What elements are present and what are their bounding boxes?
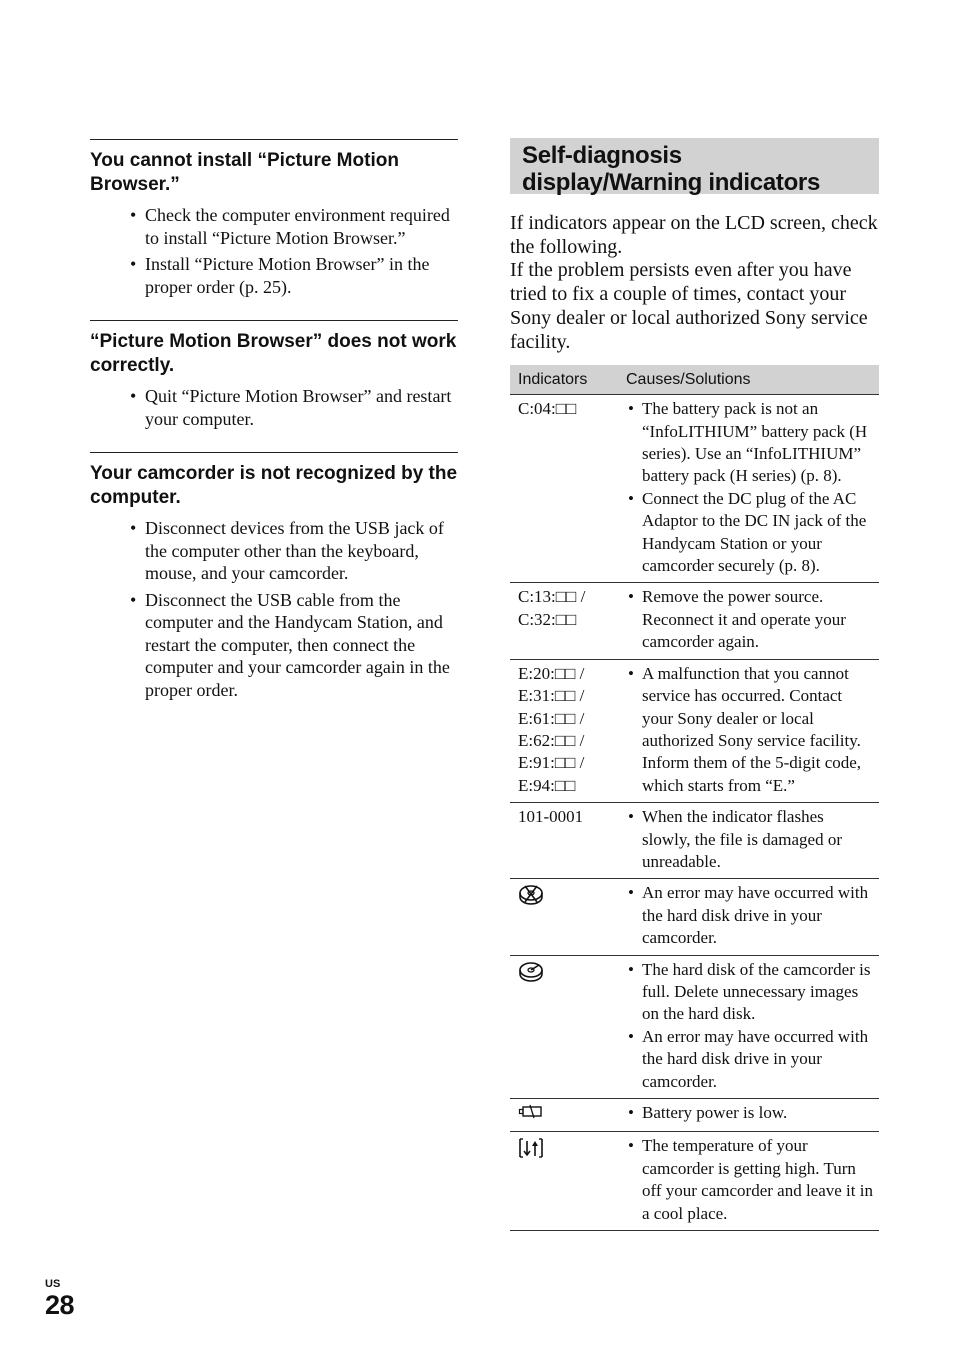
indicator-code: E:62:□□ / <box>518 730 585 750</box>
cause-list <box>628 1135 873 1225</box>
cause-cell <box>618 955 879 1098</box>
table-header-row <box>510 365 879 395</box>
table-row <box>510 803 879 879</box>
bullet-list <box>90 204 458 298</box>
indicator-code: 101-0001 <box>518 807 584 827</box>
cause-item: • An error may have occurred with the hard disk drive in your camcorder. <box>628 882 873 949</box>
troubleshoot-section <box>90 320 458 430</box>
bullet-list <box>90 517 458 701</box>
indicator-cell <box>510 583 618 659</box>
cause-list <box>628 1102 873 1124</box>
page-number-block <box>45 1278 74 1320</box>
column-header-indicators: Indicators <box>510 365 618 395</box>
column-header-causes: Causes/Solutions <box>618 365 879 395</box>
cause-cell <box>618 803 879 879</box>
cause-list <box>628 959 873 1093</box>
troubleshoot-section <box>90 139 458 298</box>
section-heading: Your camcorder is not recognized by the computer. <box>90 463 458 508</box>
indicator-cell <box>510 803 618 879</box>
cause-list <box>628 663 873 797</box>
temperature-warning-icon <box>518 1137 544 1159</box>
region-code: US <box>45 1278 61 1290</box>
cause-cell <box>618 1099 879 1132</box>
indicator-cell <box>510 955 618 1098</box>
page-number: 28 <box>45 1290 75 1320</box>
indicator-code: E:31:□□ / <box>518 686 585 706</box>
left-column <box>90 139 458 723</box>
cause-cell <box>618 879 879 955</box>
bullet-list <box>90 385 458 430</box>
bullet-item: • Quit “Picture Motion Browser” and restart your computer. <box>130 385 458 430</box>
table-row <box>510 395 879 583</box>
indicator-code: C:04:□□ <box>518 399 577 419</box>
cause-item: • The battery pack is not an “InfoLITHIUM” battery pack (H series). Use an “InfoLITHIUM” battery pack (H series) (p. 8). <box>628 398 873 488</box>
table-row <box>510 955 879 1098</box>
bullet-item: • Disconnect the USB cable from the computer and the Handycam Station, and restart the computer, then connect the computer and your camcorder again in the proper order. <box>130 589 458 702</box>
cause-item: • A malfunction that you cannot service has occurred. Contact your Sony dealer or local authorized Sony service facility. Inform them of the 5-digit code, which starts from “E.” <box>628 663 873 797</box>
cause-item: • The temperature of your camcorder is getting high. Turn off your camcorder and leave it in a cool place. <box>628 1135 873 1225</box>
cause-list <box>628 806 873 873</box>
table-row <box>510 1099 879 1132</box>
indicator-code: C:32:□□ <box>518 609 577 629</box>
indicator-cell <box>510 1132 618 1231</box>
cause-list <box>628 398 873 577</box>
intro-paragraph: If the problem persists even after you have tried to fix a couple of times, contact your Sony dealer or local authorized Sony service facility. <box>510 259 868 353</box>
section-heading: “Picture Motion Browser” does not work correctly. <box>90 331 457 376</box>
battery-low-icon <box>518 1104 544 1120</box>
hdd-full-icon <box>518 961 544 983</box>
cause-item: • Remove the power source. Reconnect it and operate your camcorder again. <box>628 586 873 653</box>
indicator-cell <box>510 659 618 802</box>
troubleshoot-section <box>90 452 458 701</box>
indicator-code: E:91:□□ / <box>518 753 585 773</box>
table-row <box>510 583 879 659</box>
indicator-table <box>510 365 879 1231</box>
cause-cell <box>618 395 879 583</box>
self-diagnosis-heading: Self-diagnosis display/Warning indicators <box>510 138 879 194</box>
indicator-code: E:20:□□ / <box>518 663 585 683</box>
section-heading: You cannot install “Picture Motion Browser.” <box>90 150 399 195</box>
intro-text <box>510 212 879 354</box>
cause-list <box>628 882 873 949</box>
bullet-item: • Install “Picture Motion Browser” in the proper order (p. 25). <box>130 253 458 298</box>
right-column <box>510 138 879 1231</box>
table-row <box>510 659 879 802</box>
intro-paragraph: If indicators appear on the LCD screen, check the following. <box>510 212 878 258</box>
cause-cell <box>618 1132 879 1231</box>
cause-item: • An error may have occurred with the hard disk drive in your camcorder. <box>628 1026 873 1093</box>
table-row <box>510 1132 879 1231</box>
cause-cell <box>618 583 879 659</box>
indicator-code: C:13:□□ / <box>518 587 586 607</box>
cause-list <box>628 586 873 653</box>
cause-item: • When the indicator flashes slowly, the file is damaged or unreadable. <box>628 806 873 873</box>
indicator-code: E:61:□□ / <box>518 708 585 728</box>
bullet-item: • Disconnect devices from the USB jack of the computer other than the keyboard, mouse, and your camcorder. <box>130 517 458 585</box>
bullet-item: • Check the computer environment required to install “Picture Motion Browser.” <box>130 204 458 249</box>
cause-cell <box>618 659 879 802</box>
cause-item: • The hard disk of the camcorder is full. Delete unnecessary images on the hard disk. <box>628 959 873 1026</box>
indicator-cell <box>510 395 618 583</box>
cause-item: • Connect the DC plug of the AC Adaptor to the DC IN jack of the Handycam Station or your camcorder securely (p. 8). <box>628 488 873 578</box>
indicator-cell <box>510 879 618 955</box>
indicator-cell <box>510 1099 618 1132</box>
indicator-code: E:94:□□ <box>518 775 576 795</box>
cause-item: • Battery power is low. <box>628 1102 873 1124</box>
table-row <box>510 879 879 955</box>
hdd-error-icon <box>518 884 544 906</box>
